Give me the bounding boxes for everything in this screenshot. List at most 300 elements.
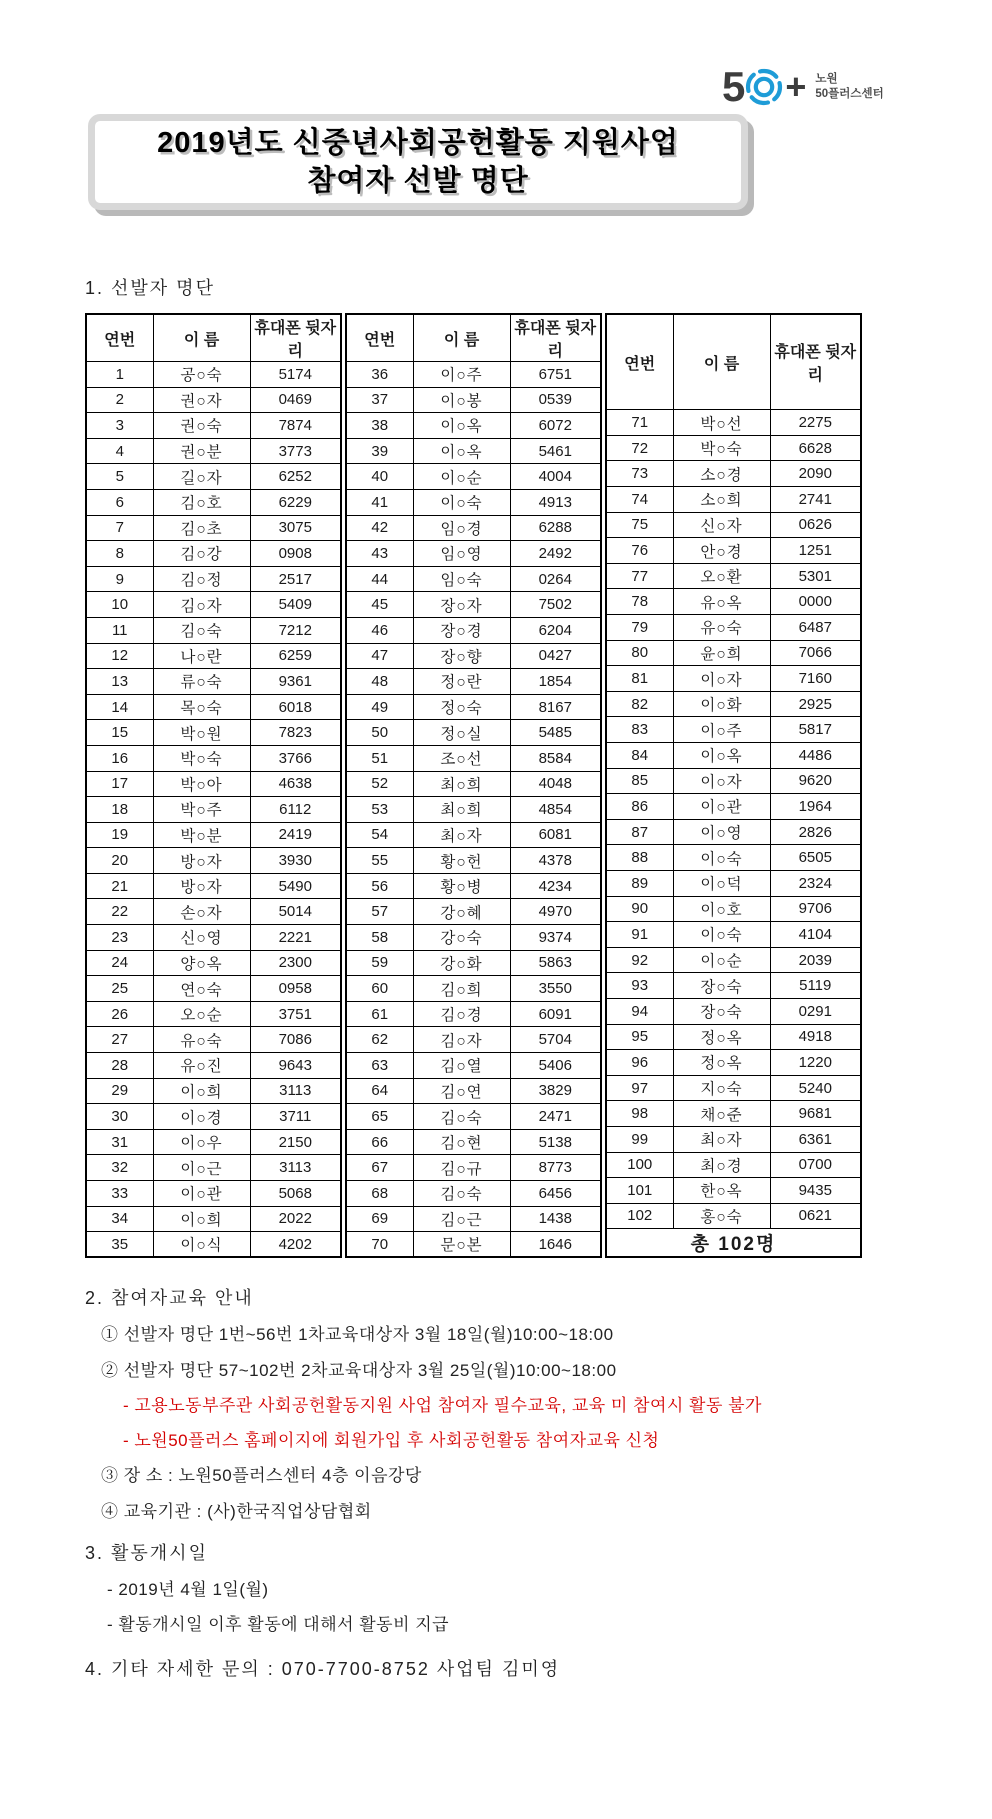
- table-row: [86, 1001, 341, 1027]
- row-number-cell: 67: [346, 1155, 413, 1181]
- name-cell: 최○희: [413, 797, 510, 823]
- row-number-cell: 68: [346, 1181, 413, 1207]
- table-row: [346, 1155, 601, 1181]
- table-row: [346, 797, 601, 823]
- phone-digits-cell: 6288: [510, 515, 601, 541]
- row-number-cell: 74: [606, 487, 673, 513]
- row-number-cell: 61: [346, 1001, 413, 1027]
- row-number-cell: 90: [606, 896, 673, 922]
- table-row: [606, 896, 861, 922]
- name-cell: 권○숙: [153, 413, 250, 439]
- phone-digits-cell: 0000: [770, 589, 861, 615]
- notice-line: ② 선발자 명단 57~102번 2차교육대상자 3월 25일(월)10:00~18:00: [101, 1360, 617, 1380]
- name-cell: 박○아: [153, 771, 250, 797]
- row-number-cell: 101: [606, 1178, 673, 1204]
- row-number-cell: 2: [86, 387, 153, 413]
- table-row: [606, 1024, 861, 1050]
- name-cell: 김○자: [153, 592, 250, 618]
- name-cell: 이○순: [673, 947, 770, 973]
- phone-digits-cell: 4918: [770, 1024, 861, 1050]
- notice-line: ③ 장 소 : 노원50플러스센터 4층 이음강당: [101, 1466, 422, 1486]
- table-row: [346, 950, 601, 976]
- name-cell: 이○숙: [413, 489, 510, 515]
- total-count-cell: 총 102명: [606, 1229, 861, 1258]
- table-row: [606, 794, 861, 820]
- name-cell: 정○실: [413, 720, 510, 746]
- section2-heading: 2. 참여자교육 안내: [85, 1288, 254, 1309]
- table-row: [606, 666, 861, 692]
- row-number-cell: 24: [86, 950, 153, 976]
- phone-digits-cell: 3751: [250, 1001, 341, 1027]
- name-cell: 이○주: [413, 362, 510, 388]
- name-cell: 이○희: [153, 1206, 250, 1232]
- phone-digits-cell: 9706: [770, 896, 861, 922]
- table-row: [86, 1232, 341, 1258]
- table-row: [86, 438, 341, 464]
- row-number-cell: 91: [606, 922, 673, 948]
- col-header-phone: 휴대폰 뒷자리: [250, 314, 341, 362]
- row-number-cell: 25: [86, 976, 153, 1002]
- row-number-cell: 60: [346, 976, 413, 1002]
- row-number-cell: 34: [86, 1206, 153, 1232]
- section3: [85, 1539, 885, 1636]
- name-cell: 조○선: [413, 745, 510, 771]
- name-cell: 김○경: [413, 1001, 510, 1027]
- name-cell: 김○강: [153, 541, 250, 567]
- name-cell: 장○숙: [673, 973, 770, 999]
- name-cell: 이○덕: [673, 870, 770, 896]
- row-number-cell: 77: [606, 563, 673, 589]
- phone-digits-cell: 2741: [770, 487, 861, 513]
- row-number-cell: 83: [606, 717, 673, 743]
- name-cell: 정○란: [413, 669, 510, 695]
- phone-digits-cell: 5863: [510, 950, 601, 976]
- name-cell: 오○순: [153, 1001, 250, 1027]
- phone-digits-cell: 0539: [510, 387, 601, 413]
- phone-digits-cell: 5817: [770, 717, 861, 743]
- roster-table-group-2: [345, 313, 602, 1258]
- name-cell: 손○자: [153, 899, 250, 925]
- name-cell: 강○혜: [413, 899, 510, 925]
- phone-digits-cell: 6091: [510, 1001, 601, 1027]
- row-number-cell: 84: [606, 743, 673, 769]
- notice-line-red: - 고용노동부주관 사회공헌활동지원 사업 참여자 필수교육, 교육 미 참여시 활동 불가: [123, 1395, 762, 1415]
- row-number-cell: 54: [346, 822, 413, 848]
- center-logo: [722, 63, 884, 110]
- table-row: [346, 541, 601, 567]
- row-number-cell: 73: [606, 461, 673, 487]
- row-number-cell: 17: [86, 771, 153, 797]
- table-row: [86, 1181, 341, 1207]
- row-number-cell: 57: [346, 899, 413, 925]
- row-number-cell: 35: [86, 1232, 153, 1258]
- table-row: [606, 615, 861, 641]
- phone-digits-cell: 0264: [510, 566, 601, 592]
- name-cell: 김○열: [413, 1053, 510, 1079]
- logo-org-line2: 50플러스센터: [815, 88, 884, 100]
- name-cell: 김○숙: [413, 1104, 510, 1130]
- table-row: [346, 1129, 601, 1155]
- col-header-number: 연번: [606, 314, 673, 410]
- phone-digits-cell: 5409: [250, 592, 341, 618]
- col-header-name: 이 름: [153, 314, 250, 362]
- phone-digits-cell: 2275: [770, 410, 861, 436]
- table-row: [606, 461, 861, 487]
- phone-digits-cell: 6456: [510, 1181, 601, 1207]
- row-number-cell: 20: [86, 848, 153, 874]
- name-cell: 문○본: [413, 1232, 510, 1258]
- table-row: [606, 538, 861, 564]
- phone-digits-cell: 4048: [510, 771, 601, 797]
- name-cell: 이○근: [153, 1155, 250, 1181]
- phone-digits-cell: 6072: [510, 413, 601, 439]
- row-number-cell: 10: [86, 592, 153, 618]
- row-number-cell: 96: [606, 1050, 673, 1076]
- name-cell: 공○숙: [153, 362, 250, 388]
- name-cell: 박○주: [153, 797, 250, 823]
- phone-digits-cell: 6628: [770, 435, 861, 461]
- name-cell: 김○숙: [153, 617, 250, 643]
- table-row: [346, 643, 601, 669]
- row-number-cell: 47: [346, 643, 413, 669]
- logo-plus-sign: +: [785, 66, 807, 107]
- name-cell: 김○현: [413, 1129, 510, 1155]
- table-row: [606, 1050, 861, 1076]
- name-cell: 강○화: [413, 950, 510, 976]
- name-cell: 유○옥: [673, 589, 770, 615]
- name-cell: 이○숙: [673, 922, 770, 948]
- phone-digits-cell: 0958: [250, 976, 341, 1002]
- row-number-cell: 99: [606, 1126, 673, 1152]
- row-number-cell: 37: [346, 387, 413, 413]
- name-cell: 이○순: [413, 464, 510, 490]
- name-cell: 황○헌: [413, 848, 510, 874]
- table-row: [86, 899, 341, 925]
- phone-digits-cell: 7066: [770, 640, 861, 666]
- phone-digits-cell: 6361: [770, 1126, 861, 1152]
- phone-digits-cell: 4638: [250, 771, 341, 797]
- name-cell: 이○식: [153, 1232, 250, 1258]
- table-row: [606, 819, 861, 845]
- table-row: [86, 1053, 341, 1079]
- row-number-cell: 70: [346, 1232, 413, 1258]
- table-row: [86, 976, 341, 1002]
- logo-org-name: [815, 72, 883, 102]
- name-cell: 황○병: [413, 873, 510, 899]
- phone-digits-cell: 5485: [510, 720, 601, 746]
- table-row: [86, 541, 341, 567]
- table-row: [86, 1104, 341, 1130]
- phone-digits-cell: 5138: [510, 1129, 601, 1155]
- phone-digits-cell: 0291: [770, 998, 861, 1024]
- table-row: [346, 1078, 601, 1104]
- row-number-cell: 49: [346, 694, 413, 720]
- table-row: [86, 745, 341, 771]
- phone-digits-cell: 6204: [510, 617, 601, 643]
- name-cell: 이○희: [153, 1078, 250, 1104]
- phone-digits-cell: 1646: [510, 1232, 601, 1258]
- row-number-cell: 15: [86, 720, 153, 746]
- phone-digits-cell: 2826: [770, 819, 861, 845]
- row-number-cell: 1: [86, 362, 153, 388]
- row-number-cell: 29: [86, 1078, 153, 1104]
- phone-digits-cell: 9361: [250, 669, 341, 695]
- name-cell: 임○영: [413, 541, 510, 567]
- row-number-cell: 71: [606, 410, 673, 436]
- row-number-cell: 48: [346, 669, 413, 695]
- table-row: [86, 694, 341, 720]
- row-number-cell: 62: [346, 1027, 413, 1053]
- table-row: [346, 669, 601, 695]
- phone-digits-cell: 1220: [770, 1050, 861, 1076]
- row-number-cell: 63: [346, 1053, 413, 1079]
- row-number-cell: 4: [86, 438, 153, 464]
- phone-digits-cell: 4378: [510, 848, 601, 874]
- phone-digits-cell: 9435: [770, 1178, 861, 1204]
- table-row: [86, 464, 341, 490]
- table-row: [346, 387, 601, 413]
- table-row: [86, 771, 341, 797]
- name-cell: 이○옥: [413, 438, 510, 464]
- phone-digits-cell: 5119: [770, 973, 861, 999]
- name-cell: 유○숙: [673, 615, 770, 641]
- phone-digits-cell: 5174: [250, 362, 341, 388]
- table-row: [346, 822, 601, 848]
- name-cell: 목○숙: [153, 694, 250, 720]
- name-cell: 최○자: [413, 822, 510, 848]
- name-cell: 임○경: [413, 515, 510, 541]
- table-row: [346, 925, 601, 951]
- table-row: [86, 720, 341, 746]
- name-cell: 이○주: [673, 717, 770, 743]
- col-header-name: 이 름: [413, 314, 510, 362]
- phone-digits-cell: 7502: [510, 592, 601, 618]
- logo-digit-5: 5: [722, 63, 744, 110]
- name-cell: 이○경: [153, 1104, 250, 1130]
- phone-digits-cell: 5068: [250, 1181, 341, 1207]
- table-row: [346, 745, 601, 771]
- row-number-cell: 32: [86, 1155, 153, 1181]
- phone-digits-cell: 2022: [250, 1206, 341, 1232]
- name-cell: 이○우: [153, 1129, 250, 1155]
- row-number-cell: 5: [86, 464, 153, 490]
- table-row: [346, 592, 601, 618]
- name-cell: 방○자: [153, 873, 250, 899]
- phone-digits-cell: 5240: [770, 1075, 861, 1101]
- table-row: [86, 1027, 341, 1053]
- row-number-cell: 18: [86, 797, 153, 823]
- table-row: [346, 1001, 601, 1027]
- phone-digits-cell: 6259: [250, 643, 341, 669]
- name-cell: 김○연: [413, 1078, 510, 1104]
- table-row: [86, 669, 341, 695]
- table-row: [606, 1126, 861, 1152]
- phone-digits-cell: 3773: [250, 438, 341, 464]
- table-row: [346, 566, 601, 592]
- row-number-cell: 6: [86, 489, 153, 515]
- phone-digits-cell: 0626: [770, 512, 861, 538]
- table-row: [86, 515, 341, 541]
- phone-digits-cell: 5301: [770, 563, 861, 589]
- phone-digits-cell: 1964: [770, 794, 861, 820]
- name-cell: 장○숙: [673, 998, 770, 1024]
- table-row: [346, 771, 601, 797]
- name-cell: 길○자: [153, 464, 250, 490]
- row-number-cell: 22: [86, 899, 153, 925]
- row-number-cell: 59: [346, 950, 413, 976]
- table-row: [606, 1152, 861, 1178]
- notice-line: ① 선발자 명단 1번~56번 1차교육대상자 3월 18일(월)10:00~18:00: [101, 1325, 614, 1345]
- document-title-box: [88, 114, 748, 210]
- phone-digits-cell: 6081: [510, 822, 601, 848]
- table-row: [86, 822, 341, 848]
- table-row: [346, 362, 601, 388]
- table-row: [606, 922, 861, 948]
- table-row: [606, 1178, 861, 1204]
- title-line-1: 2019년도 신중년사회공헌활동 지원사업: [157, 126, 679, 159]
- row-number-cell: 11: [86, 617, 153, 643]
- row-number-cell: 98: [606, 1101, 673, 1127]
- table-row: [606, 870, 861, 896]
- table-row: [86, 1078, 341, 1104]
- row-number-cell: 102: [606, 1203, 673, 1229]
- table-row: [606, 640, 861, 666]
- phone-digits-cell: 3930: [250, 848, 341, 874]
- phone-digits-cell: 1251: [770, 538, 861, 564]
- row-number-cell: 78: [606, 589, 673, 615]
- phone-digits-cell: 0908: [250, 541, 341, 567]
- name-cell: 권○자: [153, 387, 250, 413]
- row-number-cell: 56: [346, 873, 413, 899]
- name-cell: 박○원: [153, 720, 250, 746]
- name-cell: 이○자: [673, 768, 770, 794]
- name-cell: 김○근: [413, 1206, 510, 1232]
- name-cell: 유○숙: [153, 1027, 250, 1053]
- phone-digits-cell: 6229: [250, 489, 341, 515]
- phone-digits-cell: 4913: [510, 489, 601, 515]
- table-row: [86, 566, 341, 592]
- name-cell: 장○향: [413, 643, 510, 669]
- table-row: [606, 973, 861, 999]
- table-row: [346, 694, 601, 720]
- table-row: [346, 1232, 601, 1258]
- phone-digits-cell: 7874: [250, 413, 341, 439]
- table-row: [86, 1206, 341, 1232]
- row-number-cell: 53: [346, 797, 413, 823]
- name-cell: 김○정: [153, 566, 250, 592]
- phone-digits-cell: 6018: [250, 694, 341, 720]
- phone-digits-cell: 2517: [250, 566, 341, 592]
- phone-digits-cell: 5490: [250, 873, 341, 899]
- row-number-cell: 79: [606, 615, 673, 641]
- phone-digits-cell: 2471: [510, 1104, 601, 1130]
- name-cell: 정○숙: [413, 694, 510, 720]
- row-number-cell: 75: [606, 512, 673, 538]
- phone-digits-cell: 2039: [770, 947, 861, 973]
- row-number-cell: 26: [86, 1001, 153, 1027]
- name-cell: 소○경: [673, 461, 770, 487]
- row-number-cell: 21: [86, 873, 153, 899]
- row-number-cell: 41: [346, 489, 413, 515]
- row-number-cell: 19: [86, 822, 153, 848]
- table-row: [606, 743, 861, 769]
- table-row: [86, 643, 341, 669]
- table-row: [606, 691, 861, 717]
- row-number-cell: 31: [86, 1129, 153, 1155]
- table-row: [606, 947, 861, 973]
- table-row: [86, 848, 341, 874]
- name-cell: 유○진: [153, 1053, 250, 1079]
- name-cell: 한○옥: [673, 1178, 770, 1204]
- row-number-cell: 58: [346, 925, 413, 951]
- phone-digits-cell: 3711: [250, 1104, 341, 1130]
- phone-digits-cell: 2419: [250, 822, 341, 848]
- table-row: [86, 489, 341, 515]
- phone-digits-cell: 1854: [510, 669, 601, 695]
- section3-items: [85, 1579, 885, 1636]
- name-cell: 이○봉: [413, 387, 510, 413]
- row-number-cell: 72: [606, 435, 673, 461]
- row-number-cell: 46: [346, 617, 413, 643]
- table-row: [346, 1053, 601, 1079]
- table-row: [346, 899, 601, 925]
- section1-heading: 1. 선발자 명단: [85, 278, 215, 298]
- phone-digits-cell: 4486: [770, 743, 861, 769]
- table-row: [346, 976, 601, 1002]
- table-row: [606, 768, 861, 794]
- phone-digits-cell: 2925: [770, 691, 861, 717]
- name-cell: 연○숙: [153, 976, 250, 1002]
- table-row: [606, 1203, 861, 1229]
- row-number-cell: 97: [606, 1075, 673, 1101]
- name-cell: 정○옥: [673, 1024, 770, 1050]
- table-row: [86, 413, 341, 439]
- notice-line: ④ 교육기관 : (사)한국직업상담협회: [101, 1501, 372, 1521]
- roster-tables: [85, 313, 885, 1258]
- phone-digits-cell: 7160: [770, 666, 861, 692]
- phone-digits-cell: 4004: [510, 464, 601, 490]
- name-cell: 정○옥: [673, 1050, 770, 1076]
- phone-digits-cell: 4202: [250, 1232, 341, 1258]
- row-number-cell: 52: [346, 771, 413, 797]
- row-number-cell: 86: [606, 794, 673, 820]
- notice-line: - 2019년 4월 1일(월): [107, 1579, 269, 1599]
- row-number-cell: 13: [86, 669, 153, 695]
- name-cell: 박○분: [153, 822, 250, 848]
- name-cell: 채○준: [673, 1101, 770, 1127]
- logo-circle-icon: [744, 67, 784, 107]
- phone-digits-cell: 5704: [510, 1027, 601, 1053]
- name-cell: 김○숙: [413, 1181, 510, 1207]
- name-cell: 이○옥: [673, 743, 770, 769]
- name-cell: 류○숙: [153, 669, 250, 695]
- document-body: [85, 274, 885, 1681]
- phone-digits-cell: 0621: [770, 1203, 861, 1229]
- row-number-cell: 38: [346, 413, 413, 439]
- row-number-cell: 3: [86, 413, 153, 439]
- name-cell: 강○숙: [413, 925, 510, 951]
- table-row: [346, 1181, 601, 1207]
- row-number-cell: 95: [606, 1024, 673, 1050]
- row-number-cell: 69: [346, 1206, 413, 1232]
- phone-digits-cell: 6252: [250, 464, 341, 490]
- row-number-cell: 30: [86, 1104, 153, 1130]
- row-number-cell: 51: [346, 745, 413, 771]
- row-number-cell: 16: [86, 745, 153, 771]
- name-cell: 신○영: [153, 925, 250, 951]
- name-cell: 양○옥: [153, 950, 250, 976]
- phone-digits-cell: 4854: [510, 797, 601, 823]
